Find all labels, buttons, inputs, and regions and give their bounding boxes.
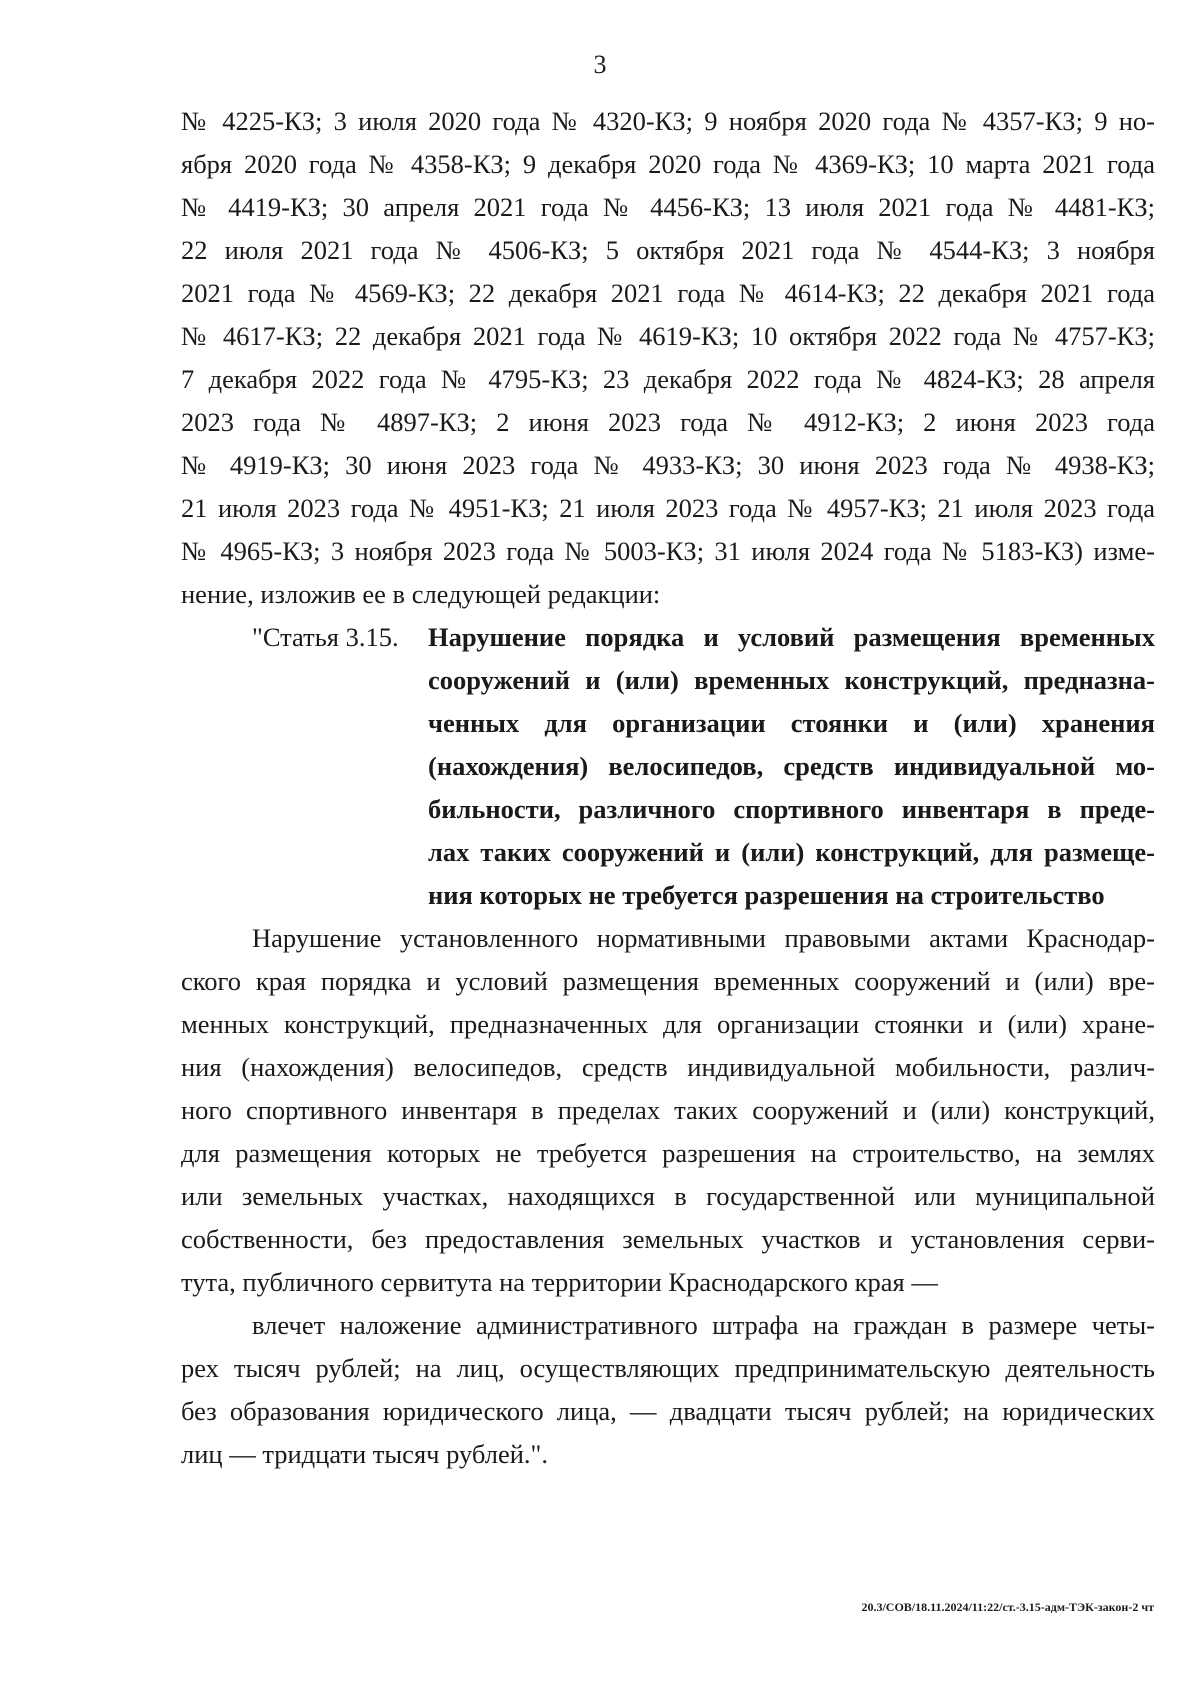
article-title-line: ния которых не требуется разрешения на строительство <box>428 880 1105 910</box>
page-number: 3 <box>593 50 607 79</box>
article-number: "Статья 3.15. <box>252 622 399 652</box>
intro-line: ября 2020 года № 4358-КЗ; 9 декабря 2020 года № 4369-КЗ; 10 марта 2021 года <box>181 149 1155 179</box>
body-line: для размещения которых не требуется разрешения на строительство, на землях <box>181 1138 1155 1168</box>
document-code-footer: 20.3/СОВ/18.11.2024/11:22/ст.-3.15-адм-ТЭК-закон-2 чт <box>861 1600 1154 1614</box>
intro-line: № 4617-КЗ; 22 декабря 2021 года № 4619-КЗ; 10 октября 2022 года № 4757-КЗ; <box>181 321 1155 351</box>
intro-line: 22 июля 2021 года № 4506-КЗ; 5 октября 2021 года № 4544-КЗ; 3 ноября <box>181 235 1155 265</box>
intro-line: нение, изложив ее в следующей редакции: <box>181 579 661 609</box>
intro-line: 2023 года № 4897-КЗ; 2 июня 2023 года № 4912-КЗ; 2 июня 2023 года <box>181 407 1155 437</box>
article-title-line: ченных для организации стоянки и (или) хранения <box>428 708 1155 738</box>
body-line: собственности, без предоставления земельных участков и установления серви- <box>181 1224 1155 1254</box>
penalty-line: рех тысяч рублей; на лиц, осуществляющих предпринимательскую деятельность <box>181 1353 1155 1383</box>
intro-line: № 4225-КЗ; 3 июля 2020 года № 4320-КЗ; 9 ноября 2020 года № 4357-КЗ; 9 но- <box>181 106 1155 136</box>
body-line: ского края порядка и условий размещения временных сооружений и (или) вре- <box>181 966 1155 996</box>
intro-line: 7 декабря 2022 года № 4795-КЗ; 23 декабря 2022 года № 4824-КЗ; 28 апреля <box>181 364 1155 394</box>
article-title-line: сооружений и (или) временных конструкций, предназна- <box>428 665 1155 695</box>
body-line: тута, публичного сервитута на территории Краснодарского края — <box>181 1267 938 1297</box>
penalty-line: без образования юридического лица, — двадцати тысяч рублей; на юридических <box>181 1396 1155 1426</box>
body-line: ния (нахождения) велосипедов, средств индивидуальной мобильности, различ- <box>181 1052 1155 1082</box>
article-title-line: (нахождения) велосипедов, средств индивидуальной мо- <box>428 751 1155 781</box>
body-line: Нарушение установленного нормативными правовыми актами Краснодар- <box>252 923 1155 953</box>
article-title-line: Нарушение порядка и условий размещения временных <box>428 622 1155 652</box>
article-title-line: бильности, различного спортивного инвентаря в преде- <box>428 794 1155 824</box>
article-title-line: лах таких сооружений и (или) конструкций, для размеще- <box>428 837 1155 867</box>
body-line: ного спортивного инвентаря в пределах таких сооружений и (или) конструкций, <box>181 1095 1155 1125</box>
intro-line: № 4419-КЗ; 30 апреля 2021 года № 4456-КЗ; 13 июля 2021 года № 4481-КЗ; <box>181 192 1155 222</box>
intro-line: № 4965-КЗ; 3 ноября 2023 года № 5003-КЗ; 31 июля 2024 года № 5183-КЗ) изме- <box>181 536 1155 566</box>
body-line: менных конструкций, предназначенных для организации стоянки и (или) хране- <box>181 1009 1155 1039</box>
intro-line: 2021 года № 4569-КЗ; 22 декабря 2021 года № 4614-КЗ; 22 декабря 2021 года <box>181 278 1155 308</box>
penalty-line: лиц — тридцати тысяч рублей.". <box>181 1439 548 1469</box>
penalty-line: влечет наложение административного штрафа на граждан в размере четы- <box>252 1310 1155 1340</box>
body-line: или земельных участках, находящихся в государственной или муниципальной <box>181 1181 1155 1211</box>
intro-line: 21 июля 2023 года № 4951-КЗ; 21 июля 2023 года № 4957-КЗ; 21 июля 2023 года <box>181 493 1155 523</box>
intro-line: № 4919-КЗ; 30 июня 2023 года № 4933-КЗ; 30 июня 2023 года № 4938-КЗ; <box>181 450 1155 480</box>
